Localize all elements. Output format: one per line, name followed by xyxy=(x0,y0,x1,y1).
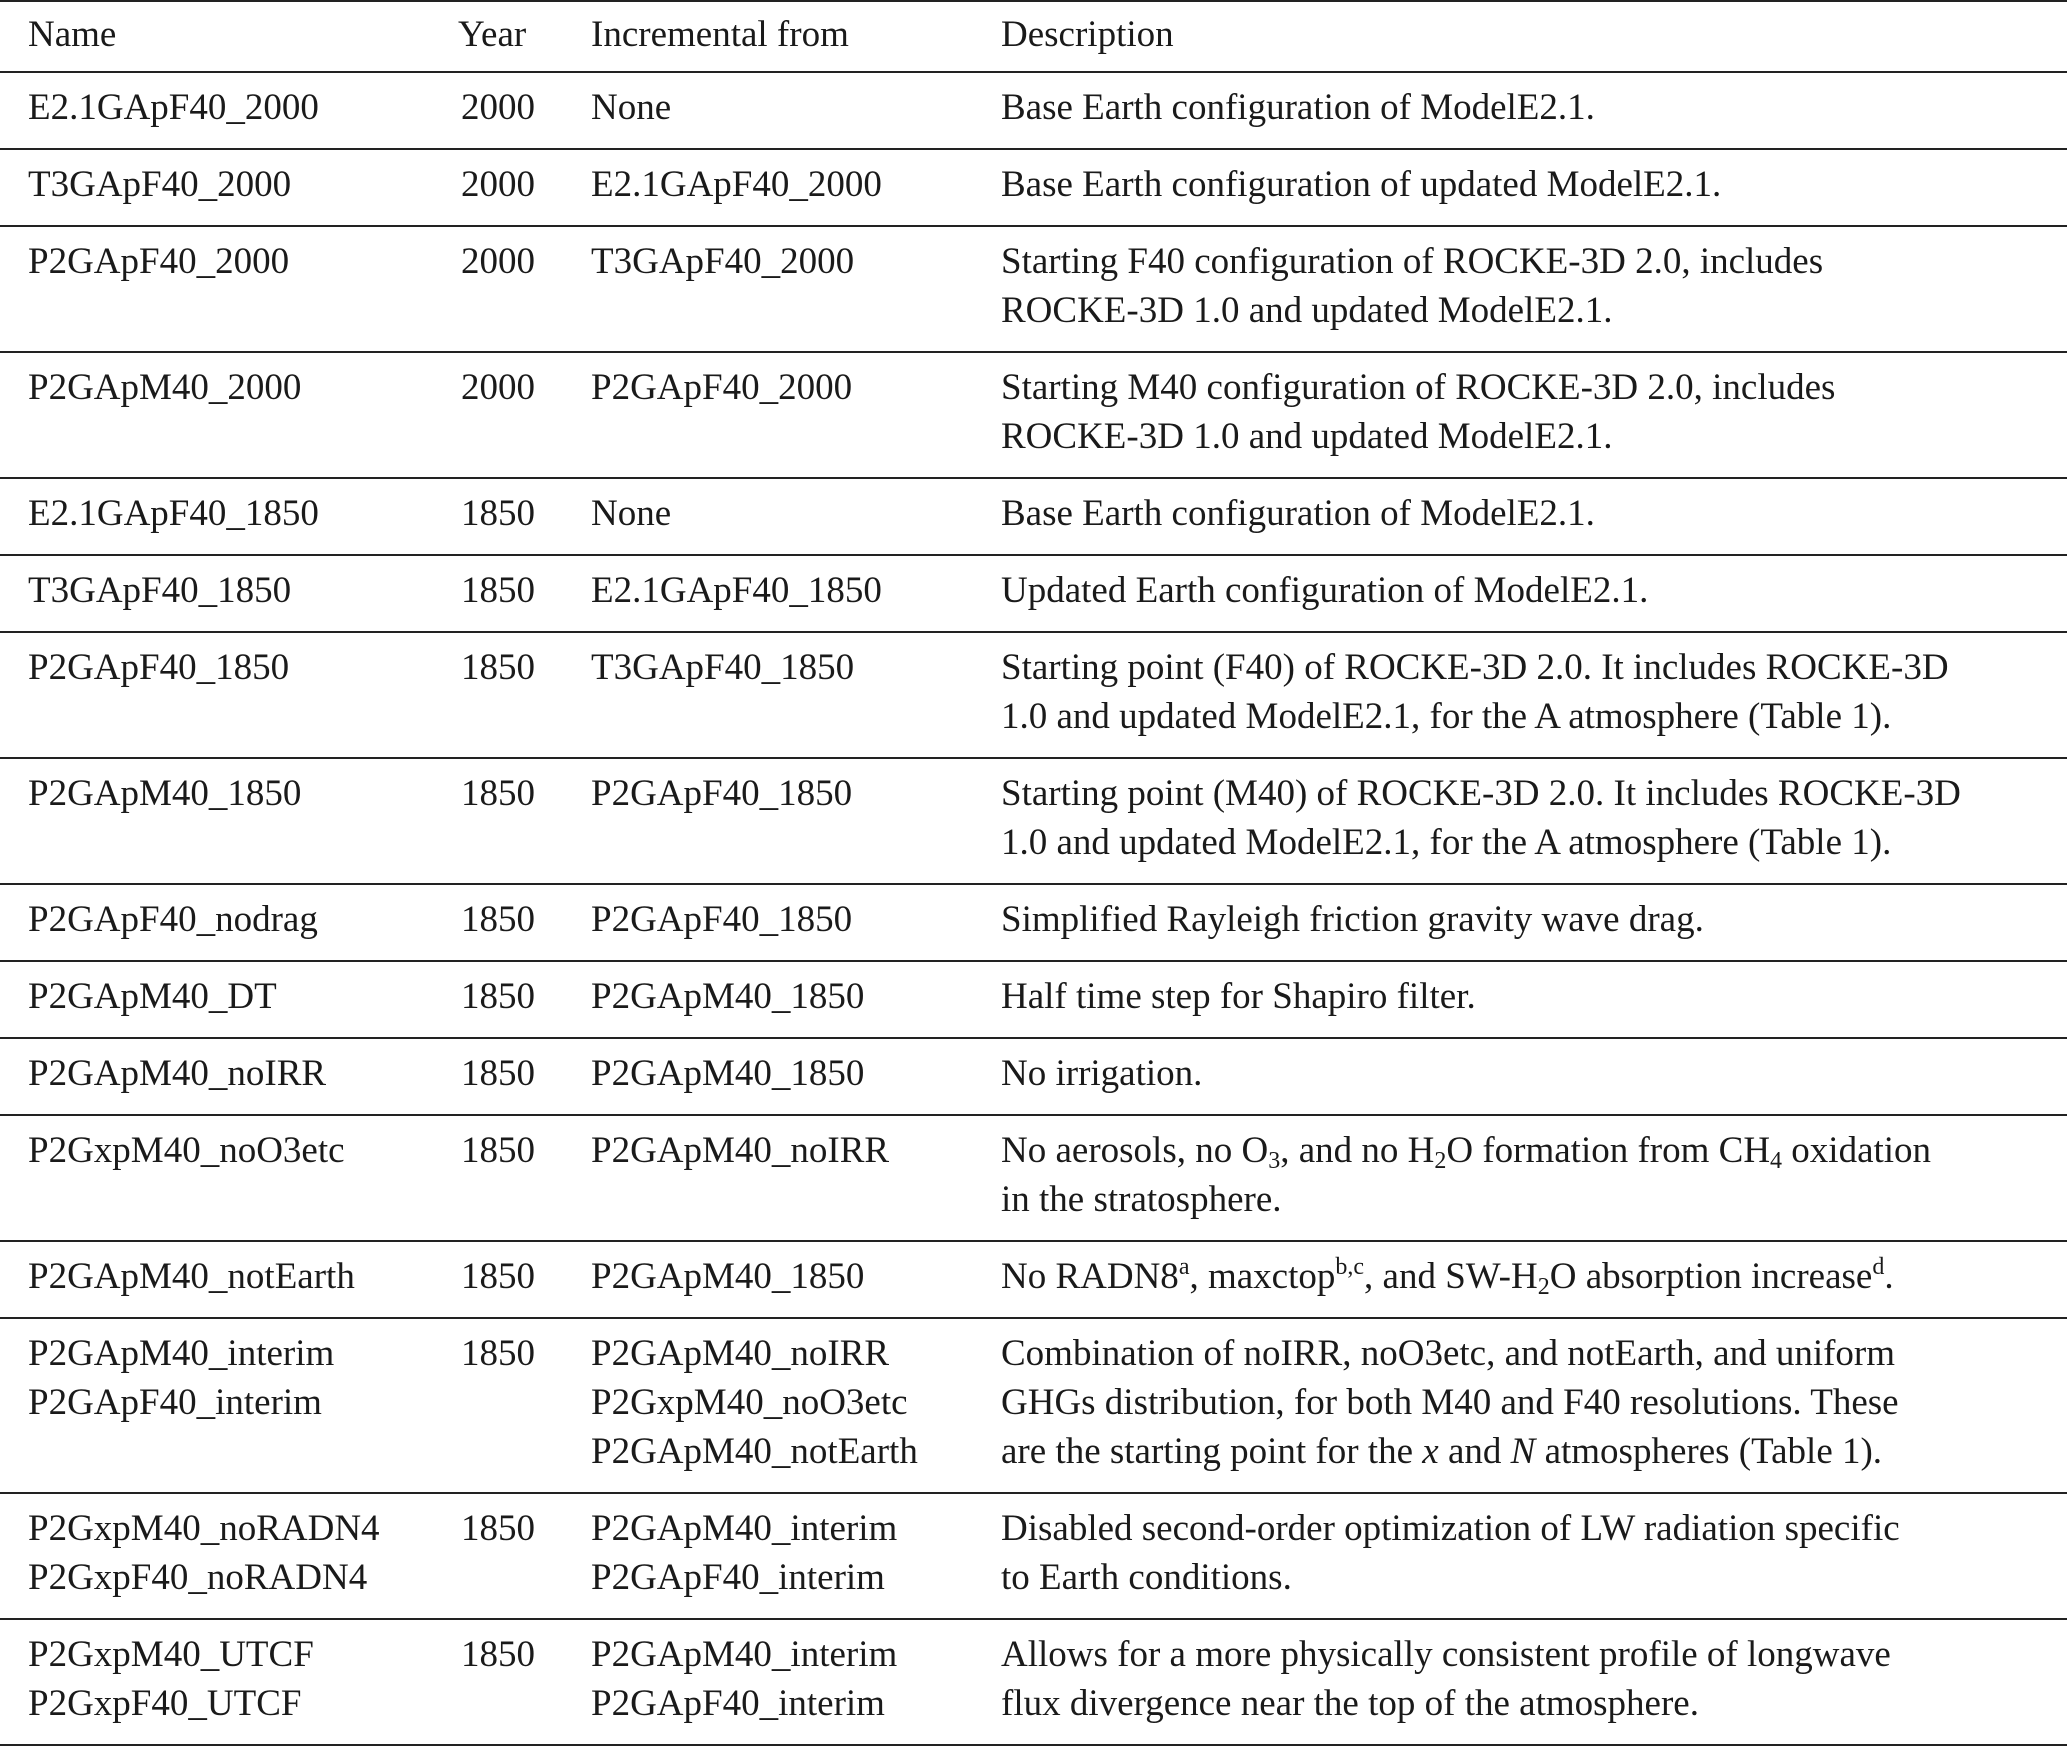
cell-description xyxy=(1001,884,2067,961)
cell-description xyxy=(1001,961,2067,1038)
description-fragment: O absorption increase xyxy=(1549,1256,1873,1297)
cell-year xyxy=(458,632,591,758)
cell-incremental xyxy=(591,1619,1001,1745)
cell-incremental xyxy=(591,226,1001,352)
description-fragment: No aerosols, no O xyxy=(1001,1130,1269,1171)
year-text: 1850 xyxy=(461,493,535,534)
name-text: P2GApF40_interim xyxy=(28,1382,322,1423)
incremental-text: P2GApF40_1850 xyxy=(591,773,853,814)
cell-name xyxy=(0,1493,458,1619)
description-fragment: , and SW-H xyxy=(1364,1256,1538,1297)
incremental-text: P2GApF40_interim xyxy=(591,1683,885,1724)
cell-description xyxy=(1001,758,2067,884)
footnote-marker: a xyxy=(1178,1254,1190,1280)
header-description: Description xyxy=(1001,14,1174,55)
description-text: Base Earth configuration of ModelE2.1. xyxy=(1001,87,1595,128)
table-row xyxy=(0,632,2067,758)
cell-incremental xyxy=(591,758,1001,884)
cell-description xyxy=(1001,1241,2067,1318)
description-line: in the stratosphere. xyxy=(1001,1179,1282,1220)
description-text: Half time step for Shapiro filter. xyxy=(1001,976,1476,1017)
description-text: Base Earth configuration of updated ModelE2.1. xyxy=(1001,164,1722,205)
subscript: 3 xyxy=(1268,1148,1281,1174)
name-text: P2GApF40_1850 xyxy=(28,647,290,688)
footnote-marker: d xyxy=(1872,1254,1885,1280)
cell-description xyxy=(1001,149,2067,226)
name-text: P2GApF40_nodrag xyxy=(28,899,318,940)
name-text: P2GxpM40_noRADN4 xyxy=(28,1508,380,1549)
description-fragment: , maxctop xyxy=(1189,1256,1336,1297)
cell-year xyxy=(458,1493,591,1619)
name-text: E2.1GApF40_2000 xyxy=(28,87,319,128)
description-text: Base Earth configuration of ModelE2.1. xyxy=(1001,493,1595,534)
year-text: 1850 xyxy=(461,1333,535,1374)
name-text: T3GApF40_1850 xyxy=(28,570,292,611)
cell-incremental xyxy=(591,961,1001,1038)
cell-year xyxy=(458,72,591,149)
cell-description xyxy=(1001,1318,2067,1493)
table-body xyxy=(0,72,2067,1745)
description-line: Allows for a more physically consistent profile of longwave xyxy=(1001,1634,1891,1675)
cell-year xyxy=(458,758,591,884)
cell-year xyxy=(458,226,591,352)
name-text: P2GApF40_2000 xyxy=(28,241,290,282)
cell-incremental xyxy=(591,632,1001,758)
year-text: 1850 xyxy=(461,976,535,1017)
year-text: 2000 xyxy=(461,367,535,408)
incremental-text: P2GApM40_interim xyxy=(591,1508,898,1549)
incremental-text: P2GApF40_interim xyxy=(591,1557,885,1598)
cell-name xyxy=(0,1115,458,1241)
table-row xyxy=(0,149,2067,226)
name-text: P2GxpF40_UTCF xyxy=(28,1683,302,1724)
description-line: Starting F40 configuration of ROCKE-3D 2.0, includes xyxy=(1001,241,1824,282)
description-fragment: O formation from CH xyxy=(1446,1130,1771,1171)
description-fragment: No RADN8 xyxy=(1001,1256,1179,1297)
table-row xyxy=(0,226,2067,352)
table-row xyxy=(0,555,2067,632)
description-text: Simplified Rayleigh friction gravity wave drag. xyxy=(1001,899,1704,940)
table-row xyxy=(0,758,2067,884)
table-row xyxy=(0,478,2067,555)
table-row xyxy=(0,961,2067,1038)
description-line: to Earth conditions. xyxy=(1001,1557,1292,1598)
cell-description xyxy=(1001,478,2067,555)
cell-incremental xyxy=(591,555,1001,632)
cell-incremental xyxy=(591,1241,1001,1318)
year-text: 2000 xyxy=(461,241,535,282)
cell-incremental xyxy=(591,884,1001,961)
name-text: P2GApM40_2000 xyxy=(28,367,302,408)
incremental-text: P2GApF40_2000 xyxy=(591,367,853,408)
description-line: ROCKE-3D 1.0 and updated ModelE2.1. xyxy=(1001,290,1613,331)
cell-year xyxy=(458,1318,591,1493)
cell-description xyxy=(1001,1493,2067,1619)
name-text: P2GxpM40_noO3etc xyxy=(28,1130,345,1171)
cell-year xyxy=(458,1038,591,1115)
cell-description xyxy=(1001,1115,2067,1241)
name-text: P2GApM40_notEarth xyxy=(28,1256,355,1297)
cell-name xyxy=(0,758,458,884)
cell-incremental xyxy=(591,352,1001,478)
cell-name xyxy=(0,884,458,961)
cell-year xyxy=(458,961,591,1038)
subscript: 2 xyxy=(1434,1148,1447,1174)
name-text: E2.1GApF40_1850 xyxy=(28,493,319,534)
incremental-text: P2GApM40_1850 xyxy=(591,1053,865,1094)
cell-description xyxy=(1001,1038,2067,1115)
description-line: ROCKE-3D 1.0 and updated ModelE2.1. xyxy=(1001,416,1613,457)
incremental-text: None xyxy=(591,87,672,128)
year-text: 1850 xyxy=(461,647,535,688)
incremental-text: P2GApM40_1850 xyxy=(591,1256,865,1297)
cell-description xyxy=(1001,72,2067,149)
table-header xyxy=(0,1,2067,72)
description-text: Updated Earth configuration of ModelE2.1. xyxy=(1001,570,1649,611)
year-text: 1850 xyxy=(461,1508,535,1549)
incremental-text: P2GApF40_1850 xyxy=(591,899,853,940)
description-line xyxy=(1001,1126,2047,1175)
description-line: Starting M40 configuration of ROCKE-3D 2.0, includes xyxy=(1001,367,1836,408)
description-fragment: , and no H xyxy=(1280,1130,1435,1171)
name-text: P2GApM40_noIRR xyxy=(28,1053,327,1094)
cell-name xyxy=(0,555,458,632)
description-fragment: . xyxy=(1884,1256,1894,1297)
cell-description xyxy=(1001,226,2067,352)
cell-name xyxy=(0,352,458,478)
italic-symbol: x xyxy=(1422,1431,1439,1472)
cell-incremental xyxy=(591,149,1001,226)
cell-name xyxy=(0,478,458,555)
table-row xyxy=(0,1038,2067,1115)
description-line: 1.0 and updated ModelE2.1, for the A atmosphere (Table 1). xyxy=(1001,696,1892,737)
cell-description xyxy=(1001,555,2067,632)
table-row xyxy=(0,1318,2067,1493)
incremental-text: E2.1GApF40_1850 xyxy=(591,570,882,611)
table-row xyxy=(0,884,2067,961)
description-line: Combination of noIRR, noO3etc, and notEarth, and uniform xyxy=(1001,1333,1896,1374)
table-row xyxy=(0,72,2067,149)
description-fragment: are the starting point for the xyxy=(1001,1431,1423,1472)
cell-year xyxy=(458,1241,591,1318)
year-text: 1850 xyxy=(461,773,535,814)
subscript: 4 xyxy=(1770,1148,1783,1174)
name-text: P2GApM40_DT xyxy=(28,976,277,1017)
incremental-text: P2GApM40_interim xyxy=(591,1634,898,1675)
cell-description xyxy=(1001,352,2067,478)
year-text: 1850 xyxy=(461,899,535,940)
cell-year xyxy=(458,555,591,632)
incremental-text: E2.1GApF40_2000 xyxy=(591,164,882,205)
incremental-text: T3GApF40_1850 xyxy=(591,647,855,688)
description-line: flux divergence near the top of the atmosphere. xyxy=(1001,1683,1699,1724)
incremental-text: P2GApM40_notEarth xyxy=(591,1431,918,1472)
cell-incremental xyxy=(591,72,1001,149)
incremental-text: P2GxpM40_noO3etc xyxy=(591,1382,908,1423)
cell-incremental xyxy=(591,478,1001,555)
description-fragment: atmospheres (Table 1). xyxy=(1535,1431,1883,1472)
header-year: Year xyxy=(458,14,527,55)
table-row xyxy=(0,1241,2067,1318)
cell-incremental xyxy=(591,1318,1001,1493)
year-text: 2000 xyxy=(461,87,535,128)
description-line xyxy=(1001,1252,2047,1301)
header-incremental: Incremental from xyxy=(591,14,849,55)
cell-year xyxy=(458,1619,591,1745)
description-line: Starting point (M40) of ROCKE-3D 2.0. It includes ROCKE-3D xyxy=(1001,773,1961,814)
cell-name xyxy=(0,72,458,149)
cell-name xyxy=(0,632,458,758)
cell-name xyxy=(0,1241,458,1318)
name-text: P2GApM40_interim xyxy=(28,1333,335,1374)
cell-name xyxy=(0,1619,458,1745)
year-text: 1850 xyxy=(461,1634,535,1675)
year-text: 1850 xyxy=(461,570,535,611)
cell-incremental xyxy=(591,1115,1001,1241)
cell-incremental xyxy=(591,1493,1001,1619)
header-row xyxy=(0,1,2067,72)
table-row xyxy=(0,1493,2067,1619)
cell-description xyxy=(1001,632,2067,758)
year-text: 1850 xyxy=(461,1053,535,1094)
table-row xyxy=(0,1115,2067,1241)
cell-year xyxy=(458,149,591,226)
cell-name xyxy=(0,226,458,352)
name-text: T3GApF40_2000 xyxy=(28,164,292,205)
incremental-text: None xyxy=(591,493,672,534)
cell-year xyxy=(458,478,591,555)
name-text: P2GApM40_1850 xyxy=(28,773,302,814)
incremental-text: P2GApM40_1850 xyxy=(591,976,865,1017)
description-line: GHGs distribution, for both M40 and F40 resolutions. These xyxy=(1001,1382,1899,1423)
name-text: P2GxpM40_UTCF xyxy=(28,1634,314,1675)
cell-name xyxy=(0,961,458,1038)
subscript: 2 xyxy=(1537,1274,1550,1300)
table-row xyxy=(0,352,2067,478)
name-text: P2GxpF40_noRADN4 xyxy=(28,1557,368,1598)
cell-name xyxy=(0,149,458,226)
cell-incremental xyxy=(591,1038,1001,1115)
incremental-text: P2GApM40_noIRR xyxy=(591,1333,890,1374)
cell-name xyxy=(0,1318,458,1493)
description-line: Starting point (F40) of ROCKE-3D 2.0. It includes ROCKE-3D xyxy=(1001,647,1949,688)
cell-name xyxy=(0,1038,458,1115)
description-fragment: and xyxy=(1438,1431,1511,1472)
incremental-text: P2GApM40_noIRR xyxy=(591,1130,890,1171)
footnote-marker: b,c xyxy=(1335,1254,1365,1280)
description-text: No irrigation. xyxy=(1001,1053,1203,1094)
description-fragment: oxidation xyxy=(1782,1130,1932,1171)
italic-symbol: N xyxy=(1510,1431,1536,1472)
cell-year xyxy=(458,884,591,961)
cell-year xyxy=(458,352,591,478)
incremental-text: T3GApF40_2000 xyxy=(591,241,855,282)
description-line xyxy=(1001,1427,2047,1476)
table-row xyxy=(0,1619,2067,1745)
description-line: Disabled second-order optimization of LW radiation specific xyxy=(1001,1508,1900,1549)
cell-description xyxy=(1001,1619,2067,1745)
header-name: Name xyxy=(28,14,117,55)
cell-year xyxy=(458,1115,591,1241)
description-line: 1.0 and updated ModelE2.1, for the A atmosphere (Table 1). xyxy=(1001,822,1892,863)
year-text: 1850 xyxy=(461,1130,535,1171)
year-text: 2000 xyxy=(461,164,535,205)
year-text: 1850 xyxy=(461,1256,535,1297)
